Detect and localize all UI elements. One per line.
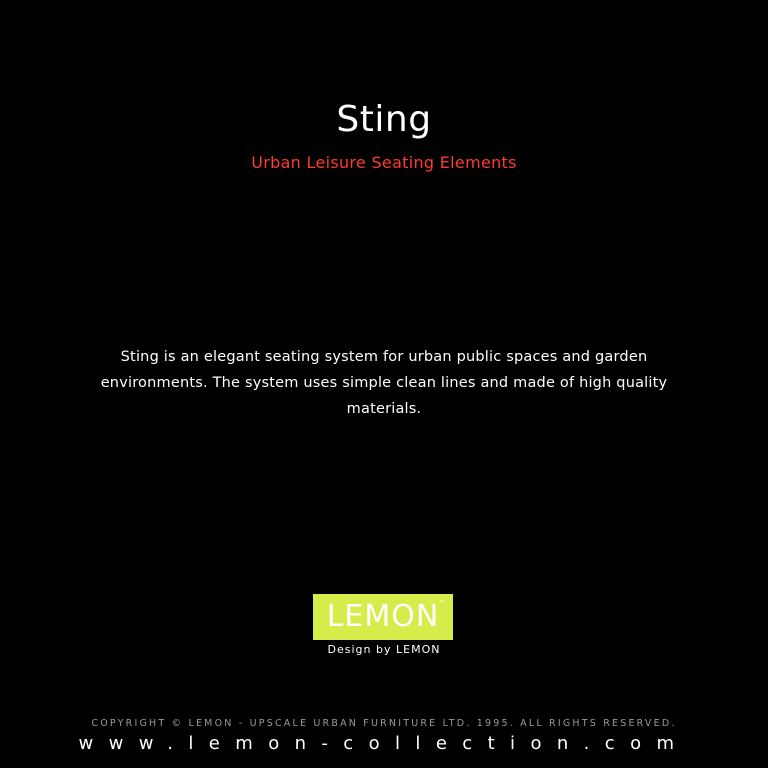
logo-wordmark: LEMON [326,599,440,634]
page-subtitle: Urban Leisure Seating Elements [251,153,517,172]
lemon-logo [313,594,453,640]
copyright-notice: COPYRIGHT © LEMON - UPSCALE URBAN FURNITURE LTD. 1995. ALL RIGHTS RESERVED. [91,718,677,729]
logo-caption: Design by LEMON [327,643,441,656]
website-link[interactable]: www.lemon-collection.com [78,733,690,754]
product-description: Sting is an elegant seating system for urban public spaces and garden environments. The system uses simple clean lines and made of high quality materials. [100,349,668,417]
logo-trademark: ™ [439,600,445,607]
page-title: Sting [336,99,432,140]
